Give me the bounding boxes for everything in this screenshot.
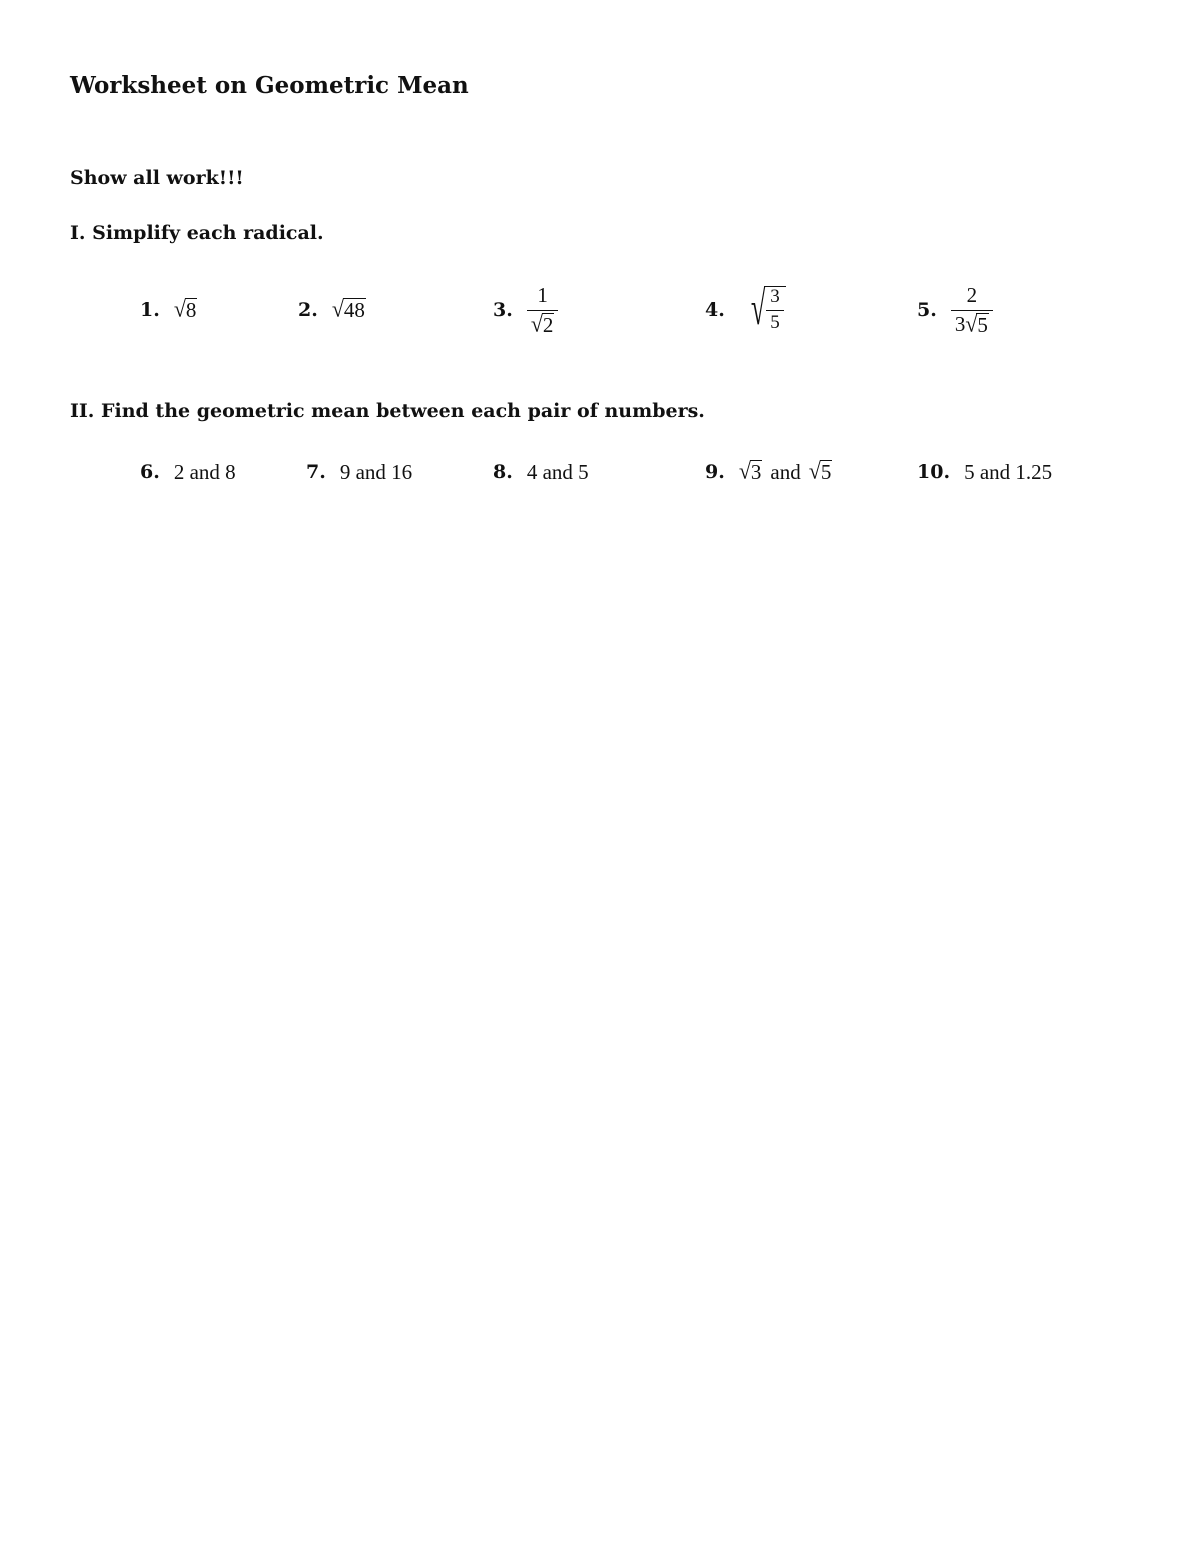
- problem-1: [140, 270, 197, 350]
- sqrt-expression: [173, 295, 198, 323]
- fraction: [951, 284, 993, 335]
- problem-number: 9.: [705, 461, 725, 483]
- sqrt-expression: [530, 309, 555, 337]
- problem-4: [705, 270, 786, 350]
- radical-sign-icon: √: [750, 282, 766, 336]
- denominator: [527, 310, 559, 336]
- problem-number: 5.: [917, 299, 937, 321]
- radicand: 3: [750, 460, 762, 485]
- fraction: [766, 287, 784, 334]
- problem-2: [298, 270, 366, 350]
- sqrt-expression: [331, 295, 366, 323]
- worksheet-title: Worksheet on Geometric Mean: [70, 72, 469, 99]
- problem-3: [493, 270, 558, 350]
- fraction: [527, 284, 559, 335]
- instruction-text: Show all work!!!: [70, 167, 244, 189]
- radical-sign-icon: √: [530, 309, 543, 337]
- radicand: 2: [542, 312, 554, 337]
- radical-sign-icon: √: [808, 457, 821, 485]
- radicand: 8: [185, 298, 197, 323]
- problem-8: [493, 432, 589, 512]
- problem-number: 6.: [140, 461, 160, 483]
- section-1-heading: I. Simplify each radical.: [70, 222, 324, 244]
- radical-sign-icon: √: [738, 457, 751, 485]
- problem-number: 8.: [493, 461, 513, 483]
- problem-number: 10.: [917, 461, 951, 483]
- radicand: 5: [977, 312, 988, 337]
- radicand: 5: [820, 460, 832, 485]
- sqrt-of-fraction: [739, 282, 786, 336]
- radicand: 48: [343, 298, 365, 323]
- problem-number: 7.: [306, 461, 326, 483]
- problem-10: [917, 432, 1052, 512]
- problem-text: 5 and 1.25: [964, 459, 1053, 484]
- sqrt-expression: [738, 457, 763, 485]
- radical-sign-icon: √: [331, 295, 344, 323]
- denominator: 5: [766, 310, 784, 334]
- denominator: [951, 310, 993, 336]
- coefficient: 3: [954, 311, 966, 336]
- section-2-heading: II. Find the geometric mean between each pair of numbers.: [70, 400, 705, 422]
- problem-number: 3.: [493, 299, 513, 321]
- numerator: 2: [966, 283, 978, 308]
- problem-number: 1.: [140, 299, 160, 321]
- problem-number: 2.: [298, 299, 318, 321]
- problem-5: [917, 270, 993, 350]
- sqrt-expression: [808, 457, 833, 485]
- problem-number: 4.: [705, 299, 725, 321]
- numerator: 1: [537, 283, 548, 308]
- problem-9: [705, 432, 832, 512]
- problem-6: [140, 432, 236, 512]
- problem-text: 9 and 16: [339, 459, 413, 484]
- sqrt-expression: [965, 309, 989, 337]
- conjunction: and: [770, 459, 801, 484]
- numerator: 3: [770, 286, 780, 308]
- problem-7: [306, 432, 412, 512]
- problem-text: 4 and 5: [526, 459, 589, 484]
- radical-sign-icon: √: [173, 295, 186, 323]
- problem-text: 2 and 8: [173, 459, 236, 484]
- radical-sign-icon: √: [965, 309, 978, 337]
